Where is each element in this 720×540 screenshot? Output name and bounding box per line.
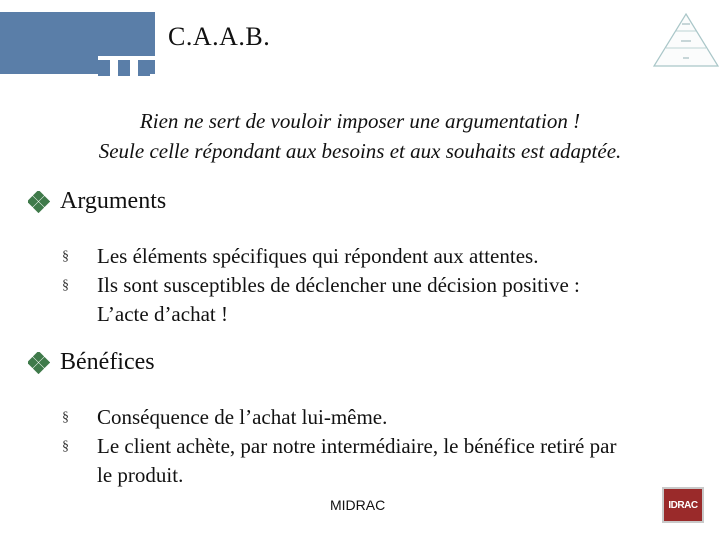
- list-item-text-continued: le produit.: [97, 463, 184, 487]
- page-title: C.A.A.B.: [168, 22, 271, 51]
- section-heading-arguments: [28, 188, 166, 215]
- header-decoration: [0, 0, 160, 80]
- square-bullet-icon: §: [62, 249, 69, 264]
- idrac-logo: [662, 487, 704, 523]
- list-item: Conséquence de l’achat lui-même.: [97, 405, 388, 429]
- list-item-text-continued: L’acte d’achat !: [97, 302, 228, 326]
- tagline: [0, 106, 720, 166]
- section-heading-benefices: [28, 349, 155, 376]
- diamond-bullet-icon: [28, 352, 50, 374]
- tagline-line-2: Seule celle répondant aux besoins et aux souhaits est adaptée.: [98, 139, 622, 163]
- square-bullet-icon: §: [62, 410, 69, 425]
- square-bullet-icon: §: [62, 439, 69, 454]
- diamond-bullet-icon: [28, 191, 50, 213]
- list-item-text: Ils sont susceptibles de déclencher une décision positive :: [97, 273, 580, 297]
- list-item: Les éléments spécifiques qui répondent aux attentes.: [97, 244, 539, 268]
- list-item-text: Le client achète, par notre intermédiaire, le bénéfice retiré par: [97, 434, 617, 458]
- section-heading-label: Arguments: [60, 188, 167, 214]
- list-item: [97, 271, 687, 329]
- logo-text: IDRAC: [668, 499, 698, 511]
- square-bullet-icon: §: [62, 278, 69, 293]
- list-item: [97, 432, 687, 490]
- section-heading-label: Bénéfices: [60, 349, 155, 375]
- pyramid-icon: [652, 12, 720, 68]
- footer-text: MIDRAC: [330, 497, 386, 513]
- tagline-line-1: Rien ne sert de vouloir imposer une argumentation !: [139, 109, 581, 133]
